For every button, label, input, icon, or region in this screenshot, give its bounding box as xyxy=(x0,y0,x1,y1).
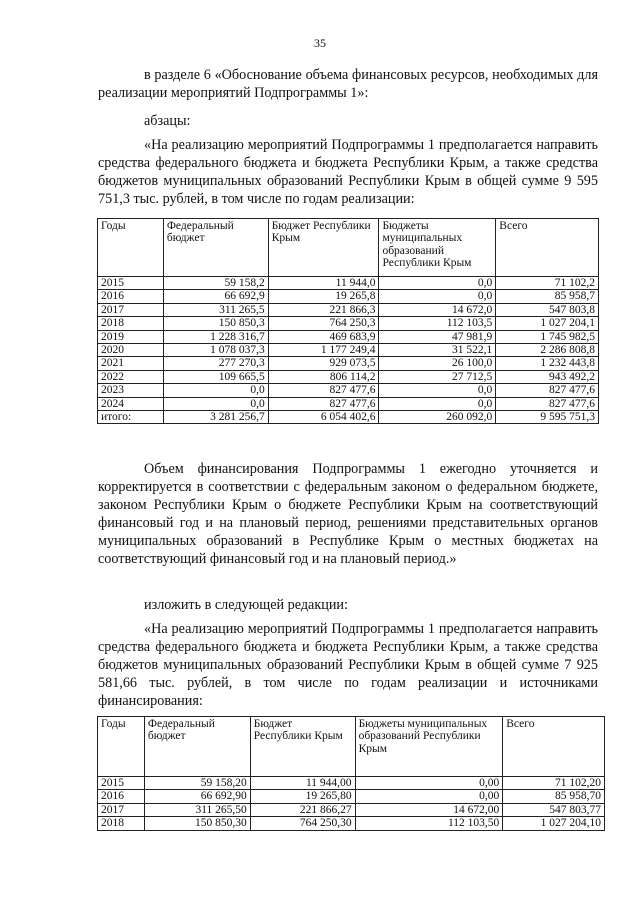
year-cell: 2020 xyxy=(98,343,164,356)
amount-cell: 827 477,6 xyxy=(496,384,599,397)
amount-cell: 9 595 751,3 xyxy=(496,410,599,423)
year-cell: 2024 xyxy=(98,397,164,410)
amount-cell: 1 232 443,8 xyxy=(496,357,599,370)
year-cell: 2016 xyxy=(98,790,145,803)
table-row xyxy=(98,777,605,790)
table-header-row xyxy=(98,219,599,277)
amount-cell: 469 683,9 xyxy=(268,330,379,343)
amount-cell: 112 103,50 xyxy=(355,817,503,830)
amount-cell: 26 100,0 xyxy=(379,357,496,370)
year-cell: 2015 xyxy=(98,777,145,790)
column-header: Бюджет Республики Крым xyxy=(268,219,379,277)
amount-cell: 260 092,0 xyxy=(379,410,496,423)
amount-cell: 71 102,20 xyxy=(503,777,605,790)
amount-cell: 221 866,27 xyxy=(250,803,355,816)
izlozhit-label: изложить в следующей редакции: xyxy=(144,597,348,613)
year-cell: 2022 xyxy=(98,370,164,383)
amount-cell: 59 158,20 xyxy=(144,777,250,790)
table-row xyxy=(98,357,599,370)
amount-cell: 3 281 256,7 xyxy=(163,410,268,423)
amount-cell: 27 712,5 xyxy=(379,370,496,383)
year-cell: 2021 xyxy=(98,357,164,370)
amount-cell: 0,00 xyxy=(355,790,503,803)
column-header: Годы xyxy=(98,717,145,777)
table-row xyxy=(98,817,605,830)
amount-cell: 19 265,80 xyxy=(250,790,355,803)
year-cell: 2015 xyxy=(98,277,164,290)
column-header: Всего xyxy=(503,717,605,777)
year-cell: 2017 xyxy=(98,803,145,816)
amount-cell: 221 866,3 xyxy=(268,303,379,316)
table-row xyxy=(98,317,599,330)
amount-cell: 11 944,0 xyxy=(268,277,379,290)
amount-cell: 827 477,6 xyxy=(268,384,379,397)
amount-cell: 764 250,3 xyxy=(268,317,379,330)
amount-cell: 85 958,7 xyxy=(496,290,599,303)
table-row xyxy=(98,370,599,383)
amount-cell: 0,0 xyxy=(163,397,268,410)
amount-cell: 1 177 249,4 xyxy=(268,343,379,356)
amount-cell: 31 522,1 xyxy=(379,343,496,356)
year-cell: 2018 xyxy=(98,317,164,330)
amount-cell: 1 745 982,5 xyxy=(496,330,599,343)
amount-cell: 0,0 xyxy=(379,277,496,290)
column-header: Годы xyxy=(98,219,164,277)
column-header: Бюджеты муниципальных образований Республики Крым xyxy=(379,219,496,277)
amount-cell: 59 158,2 xyxy=(163,277,268,290)
amount-cell: 14 672,0 xyxy=(379,303,496,316)
amount-cell: 0,0 xyxy=(379,397,496,410)
amount-cell: 109 665,5 xyxy=(163,370,268,383)
year-cell: 2017 xyxy=(98,303,164,316)
abzacy-label: абзацы: xyxy=(144,113,191,129)
amount-cell: 2 286 808,8 xyxy=(496,343,599,356)
amount-cell: 150 850,30 xyxy=(144,817,250,830)
amount-cell: 547 803,8 xyxy=(496,303,599,316)
amount-cell: 547 803,77 xyxy=(503,803,605,816)
year-cell: 2023 xyxy=(98,384,164,397)
column-header: Федеральный бюджет xyxy=(163,219,268,277)
column-header: Всего xyxy=(496,219,599,277)
year-cell: итого: xyxy=(98,410,164,423)
amount-cell: 85 958,70 xyxy=(503,790,605,803)
amount-cell: 827 477,6 xyxy=(496,397,599,410)
amount-cell: 19 265,8 xyxy=(268,290,379,303)
table-row xyxy=(98,343,599,356)
year-cell: 2018 xyxy=(98,817,145,830)
amount-cell: 14 672,00 xyxy=(355,803,503,816)
amount-cell: 929 073,5 xyxy=(268,357,379,370)
amount-cell: 1 027 204,1 xyxy=(496,317,599,330)
table-row xyxy=(98,303,599,316)
amount-cell: 112 103,5 xyxy=(379,317,496,330)
amount-cell: 6 054 402,6 xyxy=(268,410,379,423)
amount-cell: 66 692,9 xyxy=(163,290,268,303)
page-number: 35 xyxy=(314,36,326,50)
amount-cell: 66 692,90 xyxy=(144,790,250,803)
amount-cell: 0,0 xyxy=(379,290,496,303)
table-row xyxy=(98,790,605,803)
amount-cell: 827 477,6 xyxy=(268,397,379,410)
amount-cell: 0,0 xyxy=(379,384,496,397)
amount-cell: 311 265,50 xyxy=(144,803,250,816)
amount-cell: 806 114,2 xyxy=(268,370,379,383)
column-header: Бюджеты муниципальных образований Республики Крым xyxy=(355,717,503,777)
column-header: Федеральный бюджет xyxy=(144,717,250,777)
amount-cell: 277 270,3 xyxy=(163,357,268,370)
year-cell: 2016 xyxy=(98,290,164,303)
amount-cell: 150 850,3 xyxy=(163,317,268,330)
table-row xyxy=(98,330,599,343)
table-row xyxy=(98,803,605,816)
amount-cell: 1 027 204,10 xyxy=(503,817,605,830)
amount-cell: 0,00 xyxy=(355,777,503,790)
new-funding-table xyxy=(97,716,605,831)
amount-cell: 311 265,5 xyxy=(163,303,268,316)
table-row xyxy=(98,397,599,410)
old-text-paragraph: «На реализацию мероприятий Подпрограммы 1 предполагается направить средства федерального бюджета и бюджета Республики Крым, а также средства бюджетов муниципальных образований Республики Крым в общей сумме 9 595 751,3 тыс. рублей, в том числе по годам реализации: xyxy=(98,137,598,207)
amount-cell: 1 078 037,3 xyxy=(163,343,268,356)
table-row xyxy=(98,290,599,303)
amount-cell: 943 492,2 xyxy=(496,370,599,383)
amount-cell: 764 250,30 xyxy=(250,817,355,830)
amount-cell: 47 981,9 xyxy=(379,330,496,343)
table-header-row xyxy=(98,717,605,777)
amount-cell: 1 228 316,7 xyxy=(163,330,268,343)
amount-cell: 0,0 xyxy=(163,384,268,397)
table-row xyxy=(98,277,599,290)
old-tail-paragraph: Объем финансирования Подпрограммы 1 ежегодно уточняется и корректируется в соответствии с федеральным законом о федеральном бюджете, законом Республики Крым о бюджете Республики Крым на соответствующий финансовый год и на плановый период, решениями представительных органов муниципальных образований в Республике Крым о местных бюджетах на соответствующий финансовый год и на плановый период.» xyxy=(98,461,598,567)
amount-cell: 71 102,2 xyxy=(496,277,599,290)
intro-paragraph: в разделе 6 «Обоснование объема финансовых ресурсов, необходимых для реализации мероприятий Подпрограммы 1»: xyxy=(98,67,598,101)
new-text-paragraph: «На реализацию мероприятий Подпрограммы 1 предполагается направить средства федерального бюджета и бюджета Республики Крым, а также средства бюджетов муниципальных образований Республики Крым в общей сумме 7 925 581,66 тыс. рублей, в том числе по годам реализации и источниками финансирования: xyxy=(98,621,598,709)
old-funding-table xyxy=(97,218,599,424)
column-header: Бюджет Республики Крым xyxy=(250,717,355,777)
amount-cell: 11 944,00 xyxy=(250,777,355,790)
year-cell: 2019 xyxy=(98,330,164,343)
table-row xyxy=(98,384,599,397)
table-row xyxy=(98,410,599,423)
